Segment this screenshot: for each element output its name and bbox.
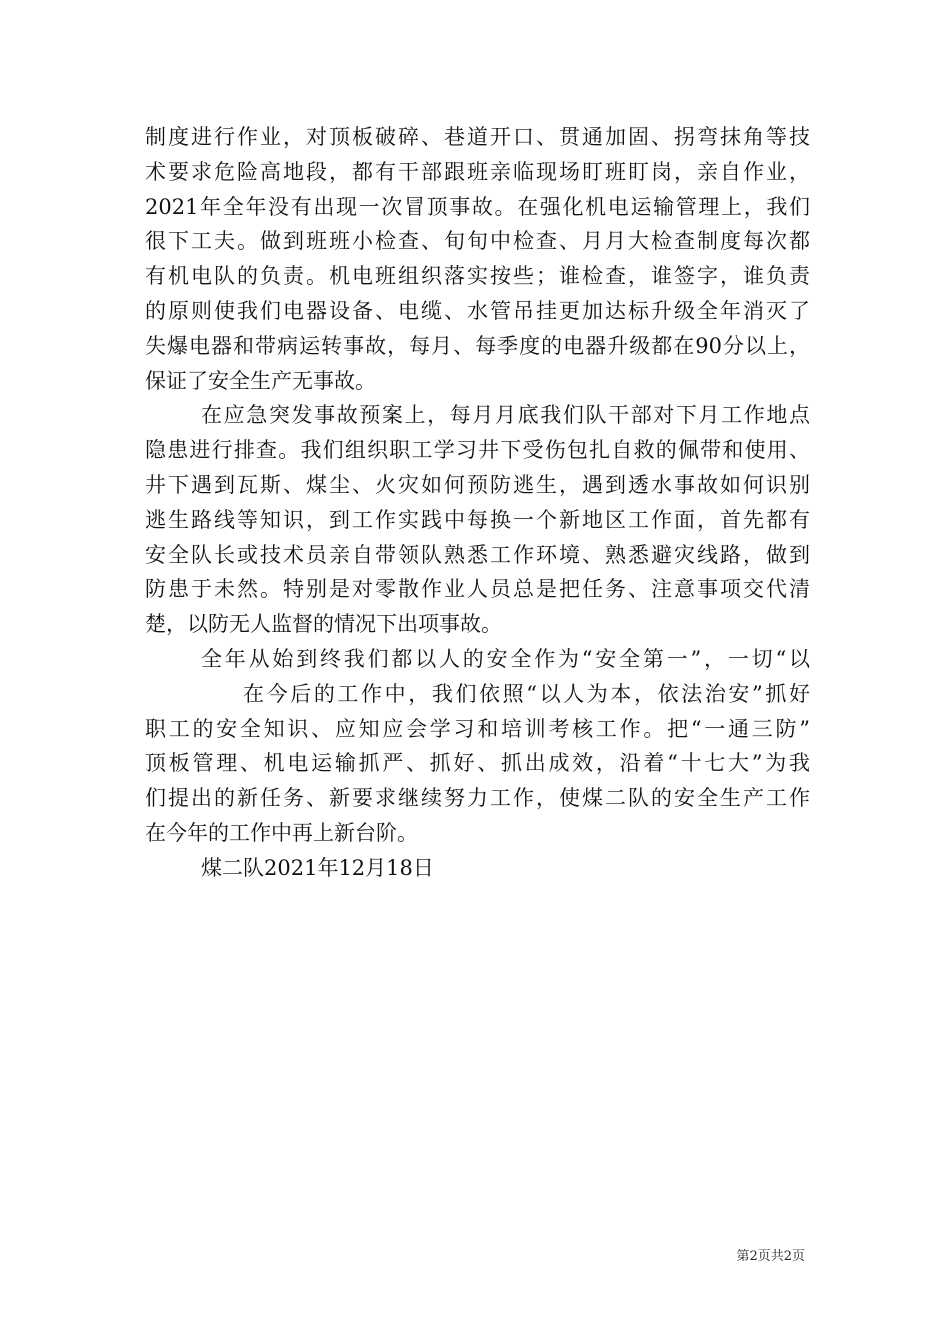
- paragraph-start-line: 全年从始到终我们都以人的安全作为“安全第一”，一切“以: [201, 646, 810, 671]
- body-line: 顶板管理、机电运输抓严、抓好、抓出成效，沿着“十七大”为我: [145, 751, 810, 776]
- body-line: 逃生路线等知识，到工作实践中每换一个新地区工作面，首先都有: [145, 507, 810, 532]
- document-body: [145, 120, 810, 886]
- body-line: 的原则使我们电器设备、电缆、水管吊挂更加达标升级全年消灭了: [145, 298, 810, 323]
- body-line: 隐患进行排查。我们组织职工学习井下受伤包扎自救的佩带和使用、: [145, 438, 810, 463]
- body-line: 很下工夫。做到班班小检查、旬旬中检查、月月大检查制度每次都: [145, 229, 810, 254]
- body-line: 井下遇到瓦斯、煤尘、火灾如何预防逃生，遇到透水事故如何识别: [145, 472, 810, 497]
- body-line: 保证了安全生产无事故。: [145, 368, 376, 393]
- body-line: 失爆电器和带病运转事故，每月、每季度的电器升级都在90分以上，: [145, 333, 810, 358]
- body-line: 术要求危险高地段，都有干部跟班亲临现场盯班盯岗，亲自作业，: [145, 159, 810, 184]
- body-line: 们提出的新任务、新要求继续努力工作，使煤二队的安全生产工作: [145, 786, 810, 811]
- paragraph-start-line: 在今后的工作中，我们依照“以人为本，依法治安”抓好: [243, 681, 810, 706]
- paragraph-start-line: 在应急突发事故预案上，每月月底我们队干部对下月工作地点: [201, 403, 810, 428]
- page-number-footer: 第2页共2页: [736, 1249, 805, 1264]
- body-line: 职工的安全知识、应知应会学习和培训考核工作。把“一通三防”: [145, 716, 810, 741]
- body-line: 楚，以防无人监督的情况下出项事故。: [145, 612, 502, 637]
- body-line: 安全队长或技术员亲自带领队熟悉工作环境、熟悉避灾线路，做到: [145, 542, 810, 567]
- body-line: 在今年的工作中再上新台阶。: [145, 820, 418, 845]
- body-line: 2021年全年没有出现一次冒顶事故。在强化机电运输管理上，我们: [145, 194, 810, 219]
- signature-date-line: 煤二队2021年12月18日: [201, 855, 434, 880]
- body-line: 防患于未然。特别是对零散作业人员总是把任务、注意事项交代清: [145, 577, 810, 602]
- body-line: 有机电队的负责。机电班组织落实按些；谁检查，谁签字，谁负责: [145, 264, 810, 289]
- body-line: 制度进行作业，对顶板破碎、巷道开口、贯通加固、拐弯抹角等技: [145, 125, 810, 149]
